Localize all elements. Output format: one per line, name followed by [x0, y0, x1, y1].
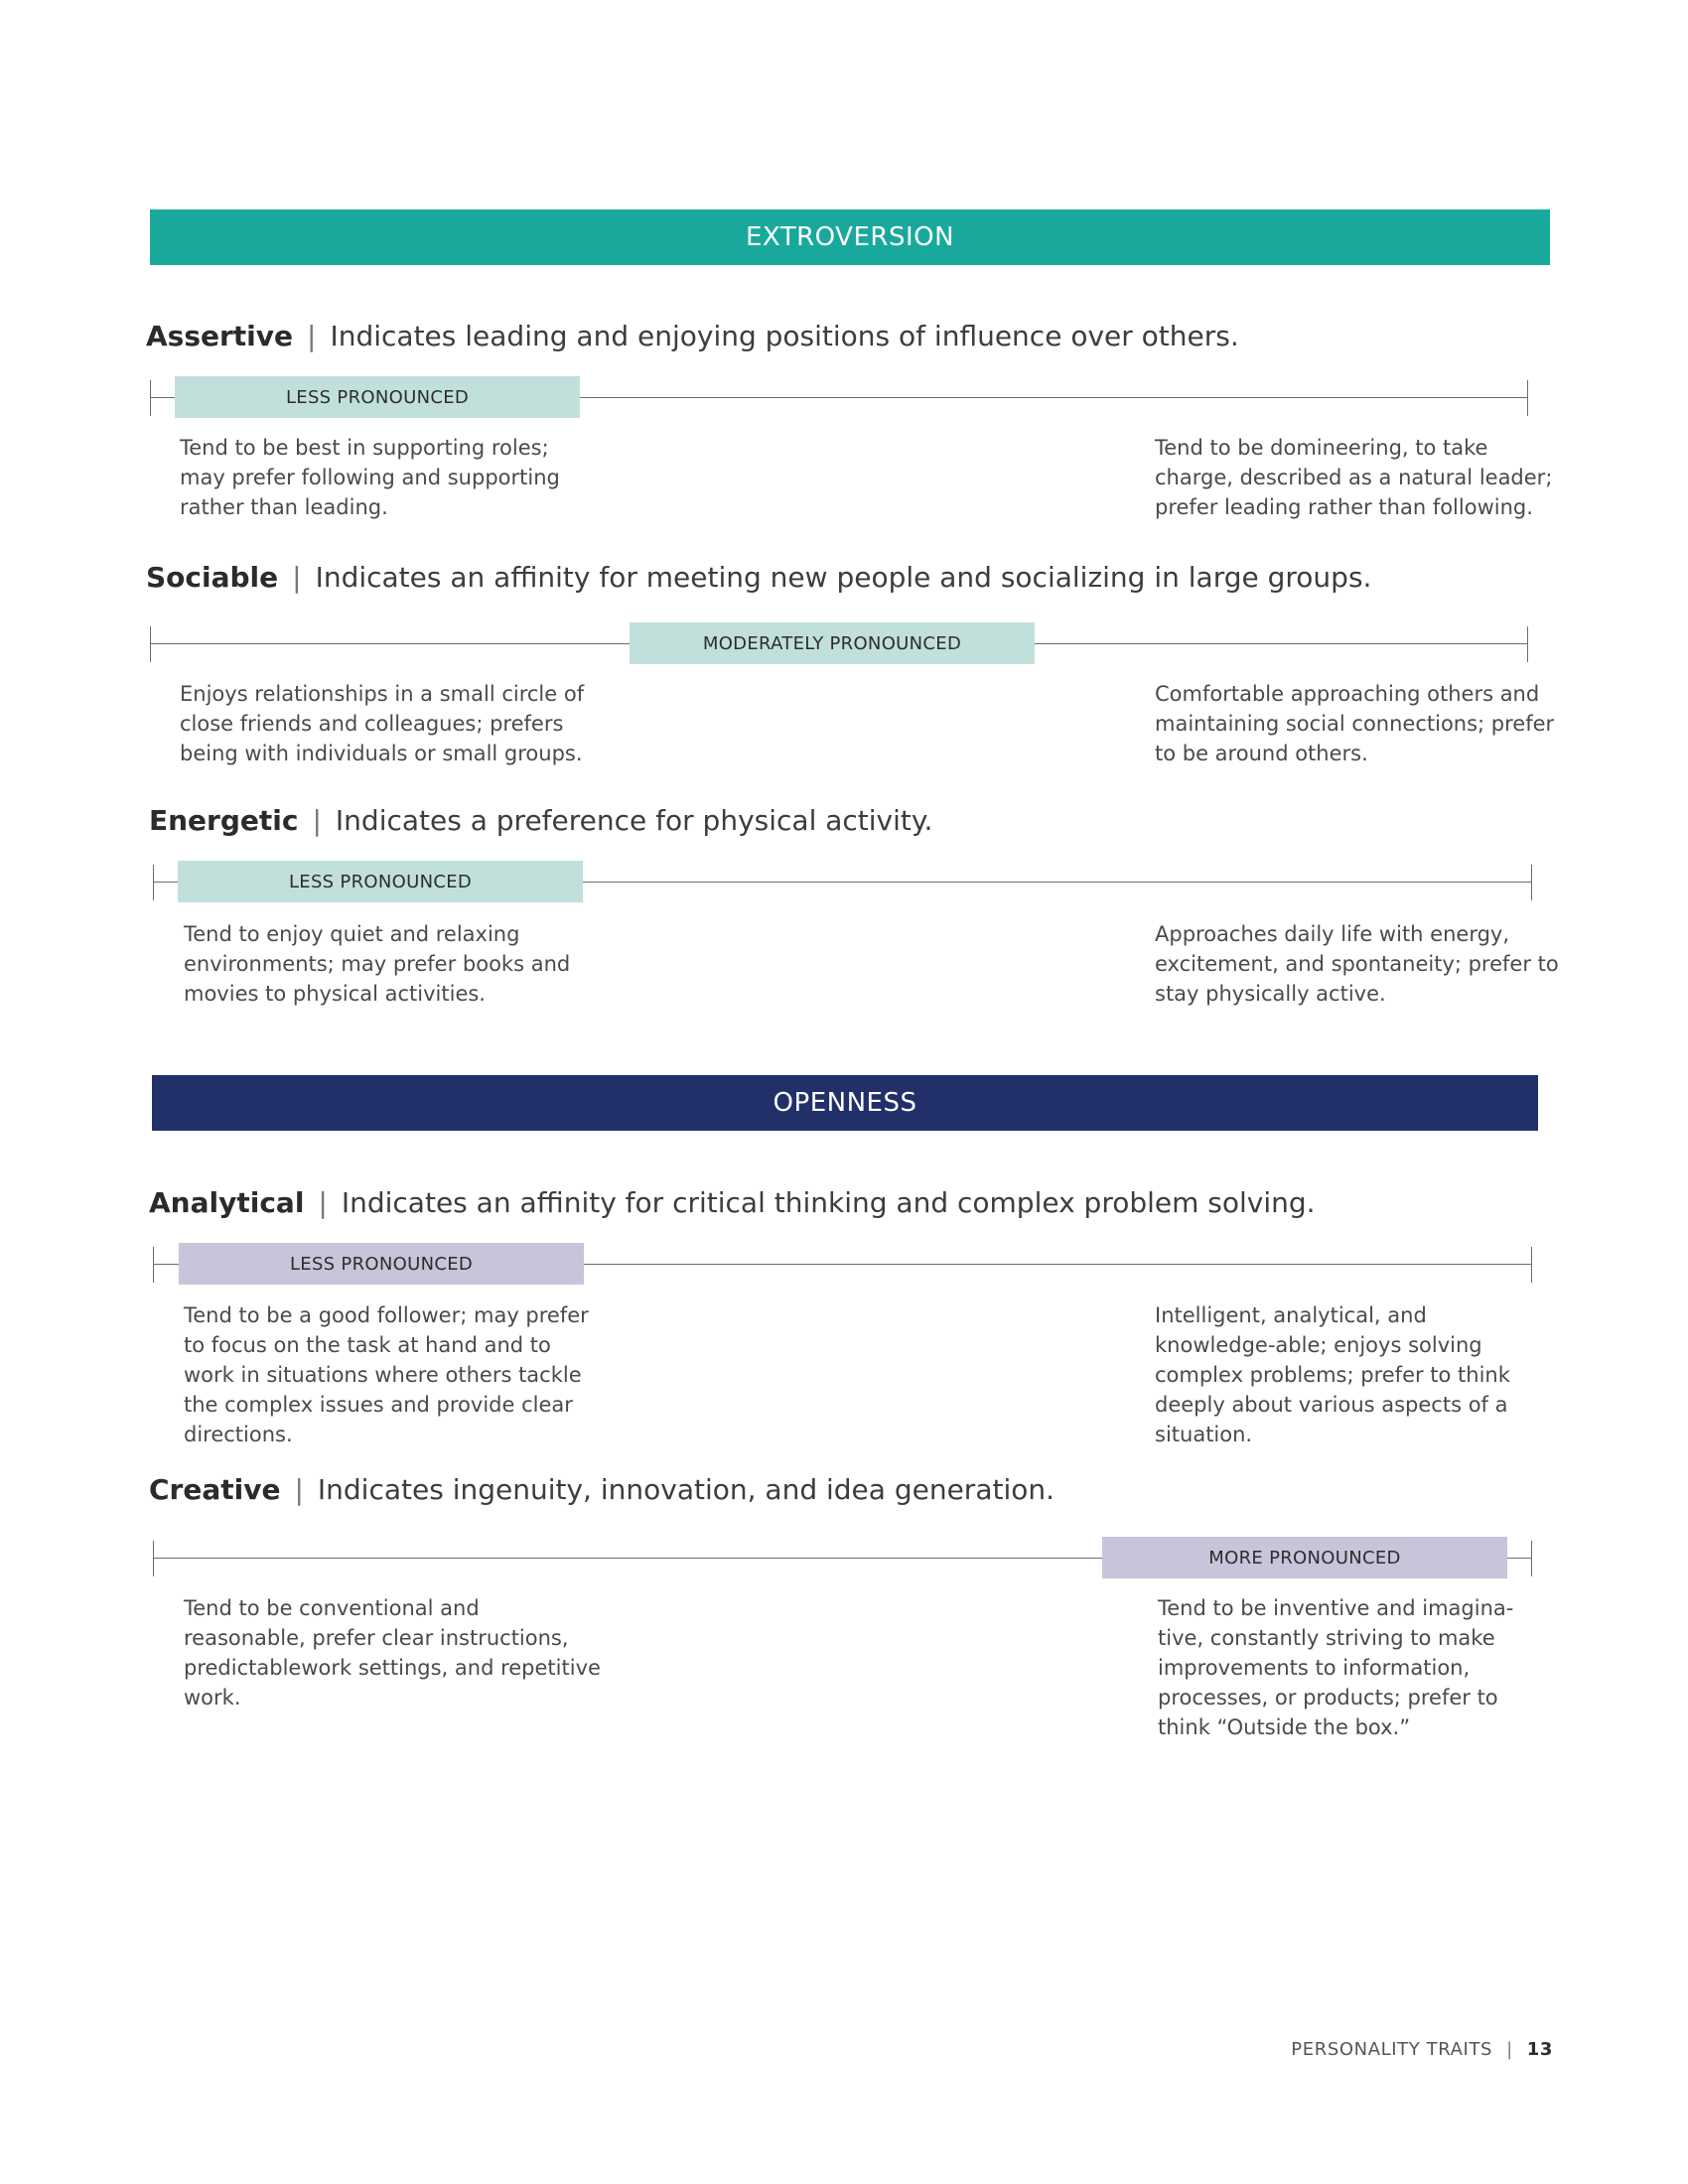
trait-heading-analytical	[149, 1186, 1316, 1219]
separator: |	[312, 804, 322, 837]
scale-tick-right	[1527, 380, 1528, 416]
high-description-analytical: Intelligent, analytical, and knowledge-able; enjoys solving complex problems; prefer to think deeply about various aspects of a situation.	[1155, 1303, 1510, 1446]
level-marker	[179, 1243, 584, 1285]
section-title: EXTROVERSION	[745, 222, 955, 252]
level-marker	[630, 622, 1035, 664]
page-footer	[1291, 2039, 1553, 2060]
scale-tick-right	[1531, 865, 1532, 900]
high-description-assertive: Tend to be domineering, to take charge, described as a natural leader; prefer leading rather than following.	[1155, 436, 1553, 519]
separator: |	[307, 320, 317, 352]
level-label: LESS PRONOUNCED	[285, 386, 470, 408]
trait-description: Indicates ingenuity, innovation, and idea generation.	[317, 1473, 1055, 1506]
level-marker	[1102, 1537, 1507, 1578]
trait-heading-energetic	[149, 804, 932, 837]
high-description-creative: Tend to be inventive and imagina-tive, constantly striving to make improvements to information, processes, or products; prefer to think “Outside the box.”	[1158, 1596, 1514, 1739]
scale-tick-right	[1531, 1247, 1532, 1283]
page-number: 13	[1526, 2039, 1553, 2060]
high-description-energetic: Approaches daily life with energy, excitement, and spontaneity; prefer to stay physically active.	[1155, 922, 1559, 1006]
high-description-sociable: Comfortable approaching others and maintaining social connections; prefer to be around others.	[1155, 682, 1555, 765]
separator: |	[294, 1473, 304, 1506]
low-description-energetic: Tend to enjoy quiet and relaxing environments; may prefer books and movies to physical activities.	[184, 922, 571, 1006]
trait-scale-creative	[153, 1537, 1532, 1580]
scale-tick-right	[1527, 626, 1528, 662]
trait-name: Creative	[149, 1473, 281, 1506]
trait-scale-analytical	[153, 1243, 1532, 1287]
scale-tick-right	[1531, 1541, 1532, 1576]
low-description-sociable: Enjoys relationships in a small circle of close friends and colleagues; prefers being with individuals or small groups.	[180, 682, 585, 765]
trait-heading-creative	[149, 1473, 1055, 1506]
scale-tick-left	[153, 1247, 154, 1283]
trait-description: Indicates a preference for physical activity.	[335, 804, 933, 837]
trait-name: Assertive	[146, 320, 294, 352]
trait-heading-assertive	[146, 320, 1239, 352]
level-label: MODERATELY PRONOUNCED	[702, 632, 962, 654]
trait-description: Indicates an affinity for meeting new people and socializing in large groups.	[315, 561, 1372, 594]
scale-tick-left	[153, 865, 154, 900]
trait-scale-assertive	[150, 376, 1528, 420]
trait-description: Indicates an affinity for critical thinking and complex problem solving.	[341, 1186, 1316, 1219]
trait-heading-sociable	[146, 561, 1371, 594]
level-marker	[178, 861, 583, 902]
level-marker	[175, 376, 580, 418]
scale-tick-left	[150, 380, 151, 416]
separator: |	[292, 561, 302, 594]
trait-scale-sociable	[150, 622, 1528, 666]
openness-banner	[152, 1075, 1538, 1131]
trait-description: Indicates leading and enjoying positions of influence over others.	[330, 320, 1239, 352]
extroversion-banner	[150, 209, 1550, 265]
scale-tick-left	[150, 626, 151, 662]
low-description-creative: Tend to be conventional and reasonable, prefer clear instructions, predictablework settings, and repetitive work.	[184, 1596, 601, 1709]
trait-name: Sociable	[146, 561, 279, 594]
low-description-analytical: Tend to be a good follower; may prefer to focus on the task at hand and to work in situations where others tackle the complex issues and provide clear directions.	[184, 1303, 589, 1446]
level-label: MORE PRONOUNCED	[1208, 1547, 1401, 1569]
section-title: OPENNESS	[773, 1088, 917, 1118]
scale-tick-left	[153, 1541, 154, 1576]
footer-label: PERSONALITY TRAITS	[1291, 2039, 1493, 2060]
separator: |	[318, 1186, 328, 1219]
level-label: LESS PRONOUNCED	[289, 1253, 474, 1275]
trait-name: Energetic	[149, 804, 299, 837]
trait-name: Analytical	[149, 1186, 305, 1219]
level-label: LESS PRONOUNCED	[288, 871, 473, 892]
trait-scale-energetic	[153, 861, 1532, 904]
footer-separator: |	[1506, 2039, 1513, 2060]
low-description-assertive: Tend to be best in supporting roles; may prefer following and supporting rather than leading.	[180, 436, 560, 519]
